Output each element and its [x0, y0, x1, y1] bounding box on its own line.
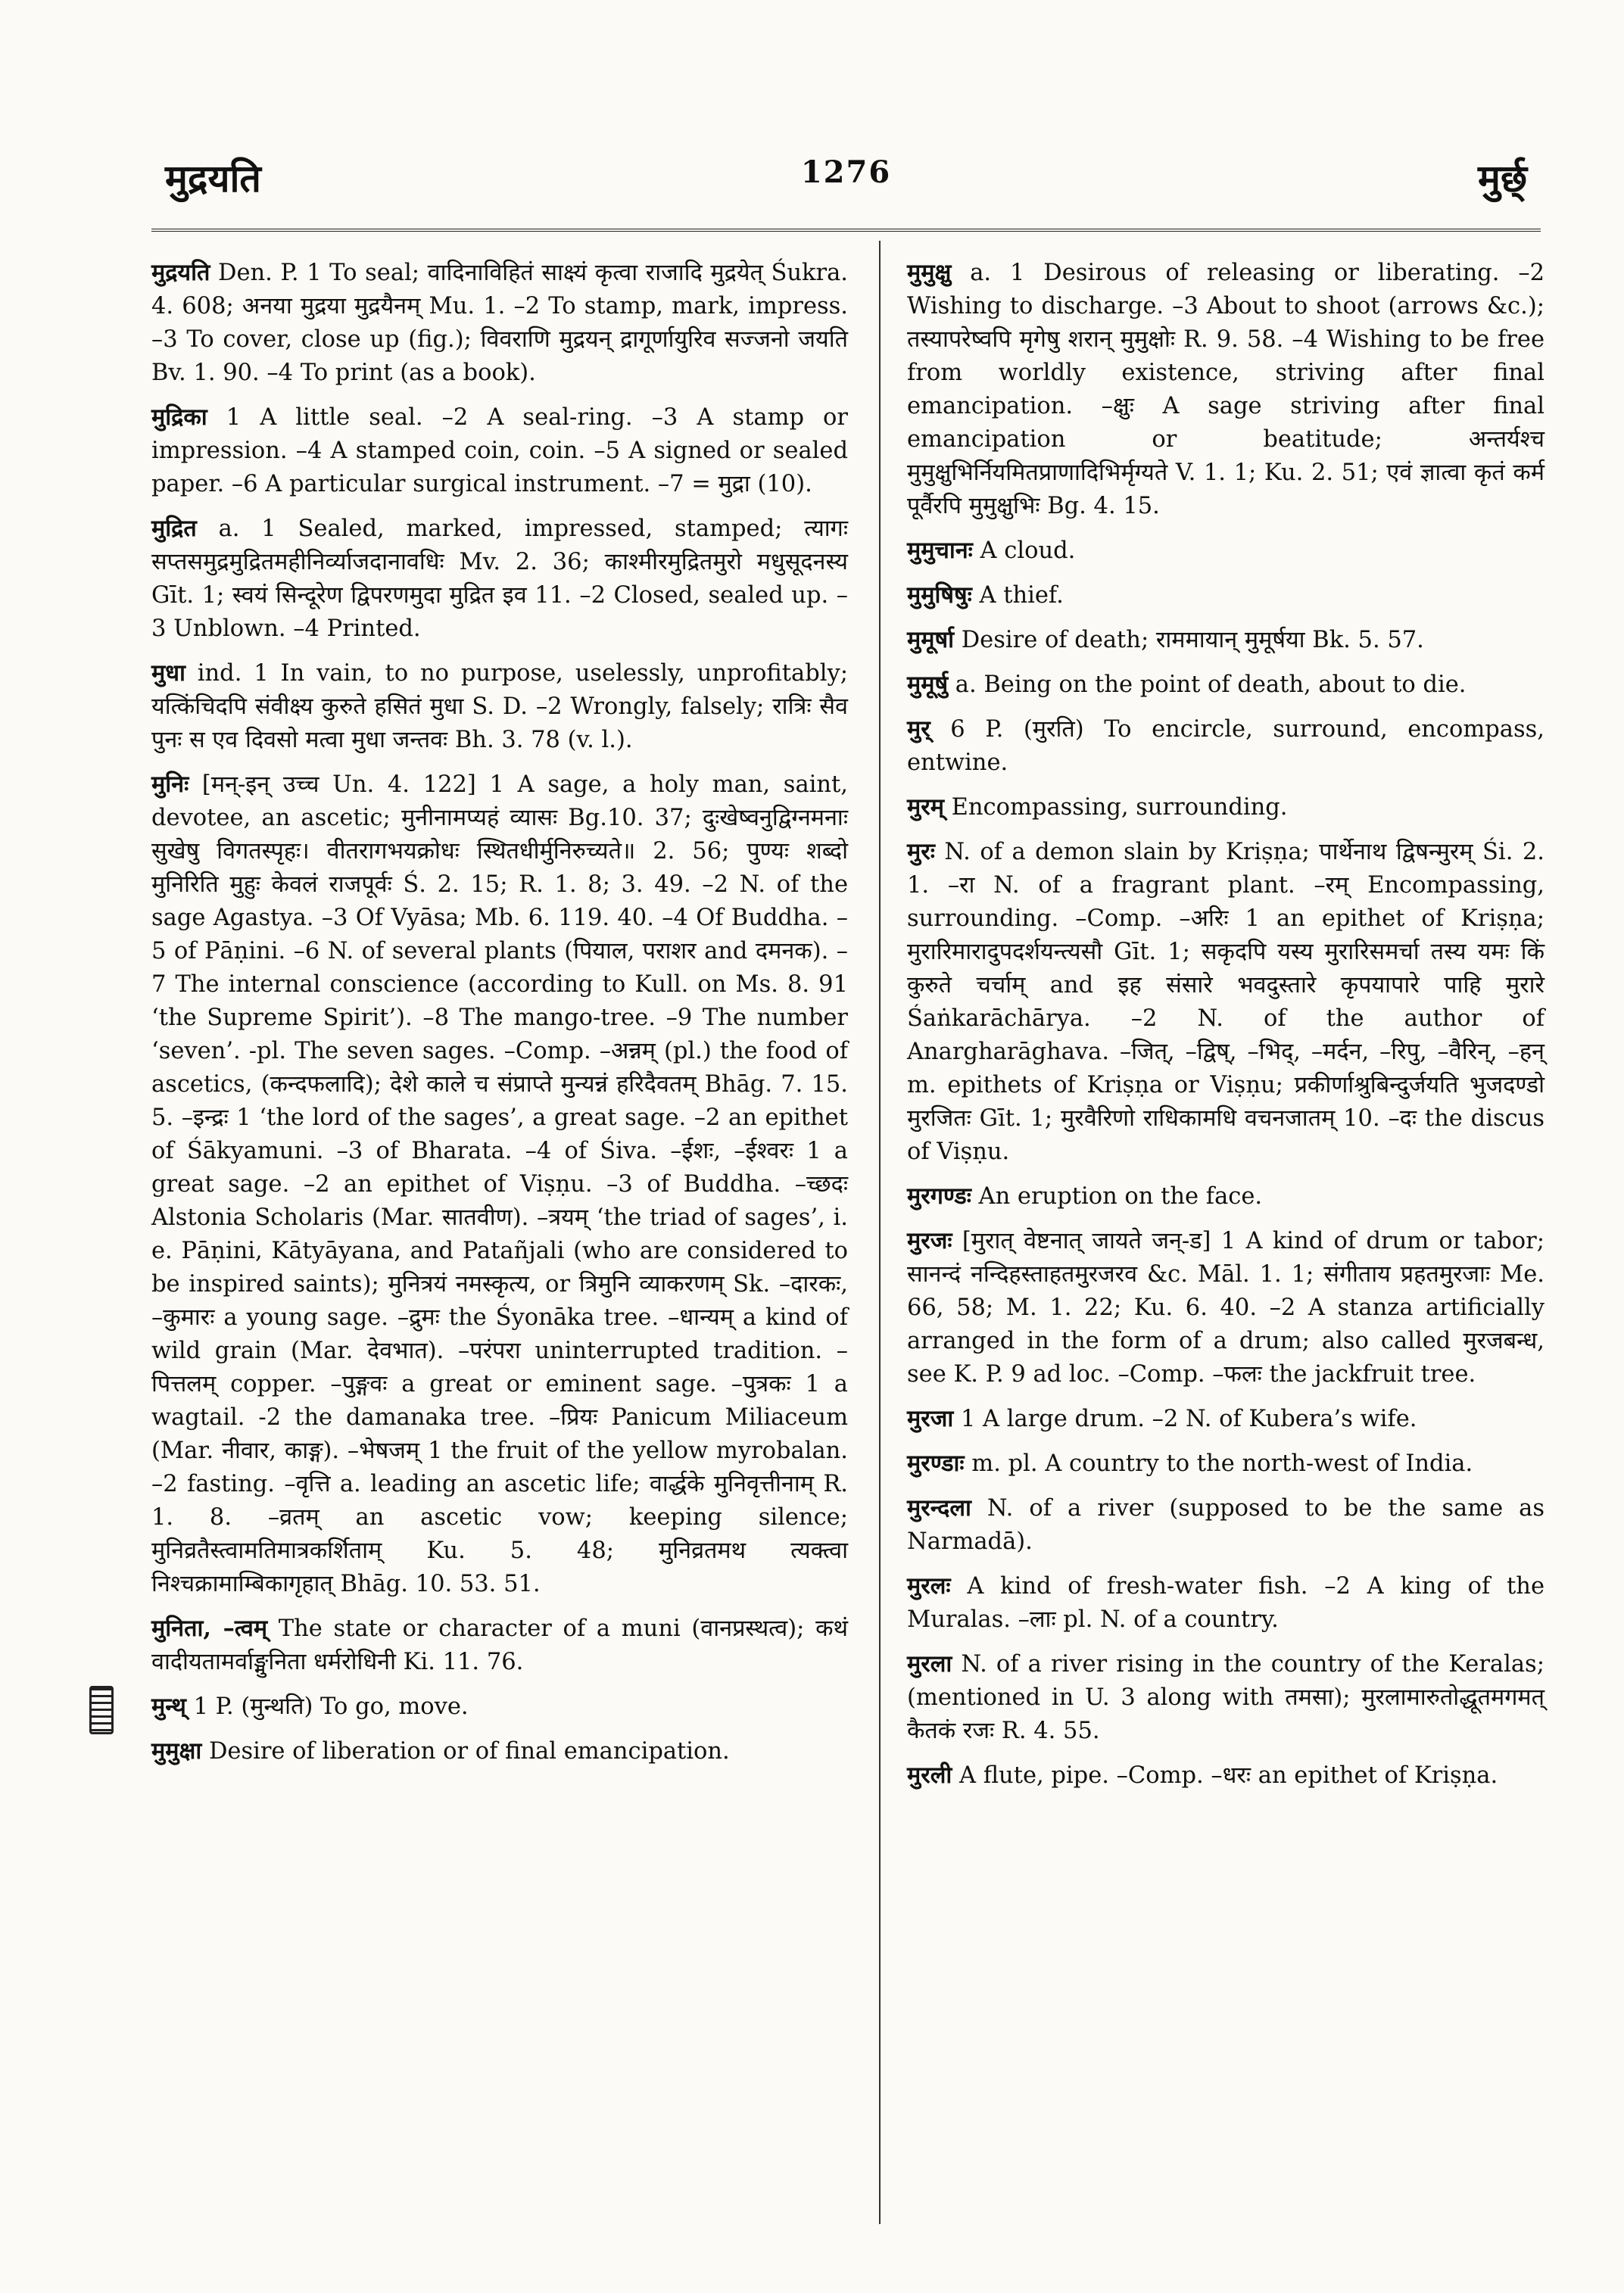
entry-headword: मुरगण्डः: [907, 1182, 971, 1210]
entry-definition: a. Being on the point of death, about to die.: [948, 671, 1467, 698]
entry-definition: [मुरात् वेष्टनात् जायते जन्-ड] 1 A kind of drum or tabor; सानन्दं नन्दिहस्ताहतमुरजरव &c. Māl. 1. 1; संगीताय प्रहतमुरजाः Me. 66, 58; M. 1. 22; Ku. 6. 40. –2 A stanza artificially arranged in the form of a drum; also called मुरजबन्ध, see K. P. 9 ad loc. –Comp. –फलः the jackfruit tree.: [907, 1228, 1545, 1388]
dictionary-entry: [907, 790, 1545, 824]
entry-headword: मुधा: [151, 659, 185, 687]
dictionary-entry: [907, 1491, 1545, 1559]
dictionary-entry: [151, 768, 848, 1601]
entry-headword: मुमूर्षा: [907, 626, 955, 653]
entry-headword: मुद्रित: [151, 515, 197, 542]
page-number: 1276: [800, 154, 892, 190]
margin-mark: [89, 1686, 114, 1734]
entry-definition: [मन्-इन् उच्च Un. 4. 122] 1 A sage, a holy man, saint, devotee, an ascetic; मुनीनामप्यहं व्यासः Bg.10. 37; दुःखेष्वनुद्विग्नमनाः सुखेषु विगतस्पृहः। वीतरागभयक्रोधः स्थितधीर्मुनिरुच्यते॥ 2. 56; पुण्यः शब्दो मुनिरिति मुहुः केवलं राजपूर्वः Ś. 2. 15; R. 1. 8; 3. 49. –2 N. of the sage Agastya. –3 Of Vyāsa; Mb. 6. 119. 40. –4 Of Buddha. –5 of Pāṇini. –6 N. of several plants (पियाल, पराशर and दमनक). –7 The internal conscience (according to Kull. on Ms. 8. 91 ‘the Supreme Spirit’). –8 The mango-tree. –9 The number ‘seven’. -pl. The seven sages. –Comp. –अन्नम् (pl.) the food of ascetics, (कन्दफलादि); देशे काले च संप्राप्ते मुन्यन्नं हरिदैवतम् Bhāg. 7. 15. 5. –इन्द्रः 1 ‘the lord of the sages’, a great sage. –2 an epithet of Śākyamuni. –3 of Bharata. –4 of Śiva. –ईशः, –ईश्वरः 1 a great sage. –2 an epithet of Viṣṇu. –3 of Buddha. –च्छदः Alstonia Scholaris (Mar. सातवीण). –त्रयम् ‘the triad of sages’, i. e. Pāṇini, Kātyāyana, and Patañjali (who are considered to be inspired saints); मुनित्रयं नमस्कृत्य, or त्रिमुनि व्याकरणम् Sk. –दारकः, –कुमारः a young sage. –द्रुमः the Śyonāka tree. –धान्यम् a kind of wild grain (Mar. देवभात). –परंपरा uninterrupted tradition. –पित्तलम् copper. –पुङ्गवः a great or eminent sage. –पुत्रकः 1 a wagtail. -2 the damanaka tree. –प्रियः Panicum Miliaceum (Mar. नीवार, काङ्ग). –भेषजम् 1 the fruit of the yellow myrobalan. –2 fasting. –वृत्ति a. leading an ascetic life; वार्द्धके मुनिवृत्तीनाम् R. 1. 8. –व्रतम् an ascetic vow; keeping silence; मुनिव्रतैस्त्वामतिमात्रकर्शिताम् Ku. 5. 48; मुनिव्रतमथ त्यक्त्वा निश्चक्रामाम्बिकागृहात् Bhāg. 10. 53. 51.: [151, 771, 848, 1597]
entry-headword: मुमुचानः: [907, 537, 973, 564]
entry-definition: Encompassing, surrounding.: [943, 794, 1288, 821]
left-column: [151, 256, 848, 1779]
entry-definition: N. of a river rising in the country of the Keralas; (mentioned in U. 3 along with तमसा); मुरलामारुतोद्धूतमगमत् कैतकं रजः R. 4. 55.: [907, 1651, 1545, 1744]
entry-definition: 6 P. (मुरति) To encircle, surround, encompass, entwine.: [907, 716, 1545, 776]
entry-headword: मुमुक्षु: [907, 259, 952, 286]
dictionary-entry: [151, 1734, 848, 1768]
entry-definition: a. 1 Sealed, marked, impressed, stamped; त्यागः सप्तसमुद्रमुद्रितमहीनिर्व्याजदानावधिः Mv. 2. 36; काश्मीरमुद्रितमुरो मधुसूदनस्य Gīt. 1; स्वयं सिन्दूरेण द्विपरणमुदा मुद्रित इव 11. –2 Closed, sealed up. –3 Unblown. –4 Printed.: [151, 516, 848, 642]
running-head-left: मुद्रयति: [165, 156, 261, 201]
page-header: [151, 151, 1541, 212]
entry-headword: मुरन्दला: [907, 1494, 971, 1522]
running-head-right: मुर्छ्: [1478, 156, 1527, 201]
entry-headword: मुमूर्षु: [907, 671, 949, 698]
dictionary-entry: [907, 1569, 1545, 1637]
header-rule: [151, 229, 1541, 232]
dictionary-entry: [907, 1759, 1545, 1793]
entry-headword: मुद्रिका: [151, 403, 207, 431]
dictionary-entry: [907, 668, 1545, 702]
dictionary-entry: [907, 712, 1545, 780]
entry-headword: मुरण्डाः: [907, 1450, 965, 1477]
entry-headword: मुरलः: [907, 1572, 951, 1600]
entry-headword: मुरला: [907, 1650, 952, 1678]
entry-headword: मुमुक्षा: [151, 1737, 202, 1765]
dictionary-entry: [151, 256, 848, 390]
entry-definition: A kind of fresh-water fish. –2 A king of the Muralas. –लाः pl. N. of a country.: [907, 1573, 1545, 1633]
entry-definition: An eruption on the face.: [971, 1183, 1263, 1210]
entry-definition: A thief.: [971, 582, 1064, 609]
entry-headword: मुरजा: [907, 1405, 954, 1432]
entry-headword: मुनिः: [151, 771, 189, 798]
dictionary-entry: [907, 1447, 1545, 1481]
dictionary-entry: [907, 578, 1545, 612]
entry-definition: N. of a river (supposed to be the same as Narmadā).: [907, 1495, 1545, 1555]
entry-definition: 1 A large drum. –2 N. of Kubera’s wife.: [953, 1406, 1417, 1432]
dictionary-entry: [907, 1224, 1545, 1391]
entry-headword: मुरजः: [907, 1227, 952, 1254]
entry-headword: मुमुषिषुः: [907, 581, 972, 609]
entry-definition: N. of a demon slain by Kriṣṇa; पार्थेनाथ द्विषन्मुरम् Śi. 2. 1. –रा N. of a fragrant plant. –रम् Encompassing, surrounding. –Comp. –अरिः 1 an epithet of Kriṣṇa; मुरारिमारादुपदर्शयन्त्यसौ Gīt. 1; सकृदपि यस्य मुरारिसमर्चा तस्य यमः किं कुरुते चर्चाम् and इह संसारे भवदुस्तारे कृपयापारे पाहि मुरारे Śaṅkarāchārya. –2 N. of the author of Anargharāghava. –जित्, –द्विष्, –भिद्, –मर्दन, –रिपु, –वैरिन्, –हन् m. epithets of Kriṣṇa or Viṣṇu; प्रकीर्णाश्रुबिन्दुर्जयति भुजदण्डो मुरजितः Gīt. 1; मुरवैरिणो राधिकामधि वचनजातम् 10. –दः the discus of Viṣṇu.: [907, 839, 1545, 1165]
entry-definition: a. 1 Desirous of releasing or liberating. –2 Wishing to discharge. –3 About to shoot (arrows &c.); तस्यापरेष्वपि मृगेषु शरान् मुमुक्षोः R. 9. 58. –4 Wishing to be free from worldly existence, striving after final emancipation. –क्षुः A sage striving after final emancipation or beatitude; अन्तर्यश्च मुमुक्षुभिर्नियमितप्राणादिभिर्मृग्यते V. 1. 1; Ku. 2. 51; एवं ज्ञात्वा कृतं कर्म पूर्वैरपि मुमुक्षुभिः Bg. 4. 15.: [907, 260, 1545, 519]
dictionary-entry: [151, 1690, 848, 1724]
entry-definition: The state or character of a muni (वानप्रस्थत्व); कथं वादीयतामर्वाङ्मुनिता धर्मरोधिनी Ki. 11. 76.: [151, 1615, 848, 1675]
entry-definition: 1 P. (मुन्थति) To go, move.: [185, 1693, 469, 1720]
dictionary-entry: [151, 1612, 848, 1679]
entry-headword: मुनिता, –त्वम्: [151, 1615, 268, 1642]
dictionary-entry: [907, 835, 1545, 1169]
entry-definition: m. pl. A country to the north-west of India.: [964, 1450, 1473, 1477]
dictionary-entry: [907, 1179, 1545, 1213]
dictionary-entry: [907, 534, 1545, 568]
entry-definition: Den. P. 1 To seal; वादिनाविहितं साक्ष्यं कृत्वा राजादि मुद्रयेत् Śukra. 4. 608; अनया मुद्रया मुद्रयैनम् Mu. 1. –2 To stamp, mark, impress. –3 To cover, close up (fig.); विवराणि मुद्रयन् द्रागूर्णायुरिव सज्जनो जयति Bv. 1. 90. –4 To print (as a book).: [151, 260, 848, 386]
entry-definition: A flute, pipe. –Comp. –धरः an epithet of Kriṣṇa.: [952, 1762, 1498, 1789]
entry-headword: मुरः: [907, 838, 935, 865]
column-divider: [879, 241, 881, 2224]
entry-definition: A cloud.: [972, 537, 1076, 564]
dictionary-entry: [907, 623, 1545, 657]
entry-headword: मुन्थ्: [151, 1693, 186, 1720]
dictionary-entry: [907, 256, 1545, 523]
dictionary-entry: [907, 1647, 1545, 1748]
entry-headword: मुर्: [907, 715, 930, 743]
entry-headword: मुरली: [907, 1762, 952, 1789]
entry-definition: ind. 1 In vain, to no purpose, uselessly, unprofitably; यत्किंचिदपि संवीक्ष्य कुरुते हसितं मुधा S. D. –2 Wrongly, falsely; रात्रिः सैव पुनः स एव दिवसो मत्वा मुधा जन्तवः Bh. 3. 78 (v. l.).: [151, 660, 848, 753]
entry-headword: मुद्रयति: [151, 259, 210, 286]
entry-headword: मुरम्: [907, 793, 944, 821]
dictionary-entry: [907, 1402, 1545, 1436]
entry-definition: Desire of death; राममायान् मुमूर्षया Bk. 5. 57.: [954, 627, 1424, 653]
right-column: [907, 256, 1545, 1803]
entry-definition: Desire of liberation or of final emancipation.: [201, 1738, 730, 1765]
entry-definition: 1 A little seal. –2 A seal-ring. –3 A stamp or impression. –4 A stamped coin, coin. –5 A signed or sealed paper. –6 A particular surgical instrument. –7 = मुद्रा (10).: [151, 404, 848, 497]
dictionary-entry: [151, 512, 848, 646]
dictionary-entry: [151, 656, 848, 757]
dictionary-entry: [151, 400, 848, 501]
